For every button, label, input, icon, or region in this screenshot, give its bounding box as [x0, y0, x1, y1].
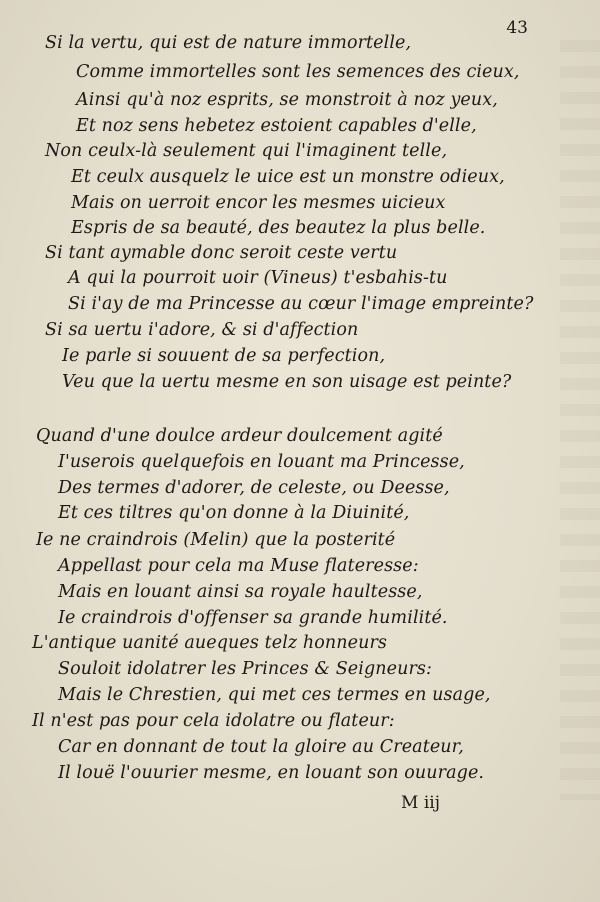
verse-line: I'userois quelquefois en louant ma Princesse, [58, 452, 465, 472]
verse-line: Et ces tiltres qu'on donne à la Diuinité, [58, 503, 410, 523]
verse-line: Ainsi qu'à noz esprits, se monstroit à noz yeux, [76, 90, 498, 110]
verse-line: Ie craindrois d'offenser sa grande humilité. [58, 608, 448, 628]
verse-line: Et ceulx ausquelz le uice est un monstre odieux, [71, 167, 505, 187]
show-through-shading [560, 40, 600, 800]
verse-line: Si sa uertu i'adore, & si d'affection [45, 320, 359, 340]
verse-line: Souloit idolatrer les Princes & Seigneurs: [58, 659, 432, 679]
page-number: 43 [506, 18, 528, 38]
verse-line: Et noz sens hebetez estoient capables d'elle, [76, 116, 477, 136]
verse-line: Mais en louant ainsi sa royale haultesse, [58, 582, 423, 602]
verse-line: Si la vertu, qui est de nature immortelle, [45, 33, 412, 53]
verse-line: Ie parle si souuent de sa perfection, [62, 346, 386, 366]
verse-line: Mais le Chrestien, qui met ces termes en usage, [58, 685, 491, 705]
verse-line: Des termes d'adorer, de celeste, ou Deesse, [58, 478, 450, 498]
verse-line: Espris de sa beauté, des beautez la plus belle. [71, 218, 486, 238]
verse-line: Veu que la uertu mesme en son uisage est peinte? [62, 372, 512, 392]
verse-line: Comme immortelles sont les semences des cieux, [76, 62, 520, 82]
signature-mark: M iij [401, 793, 440, 813]
verse-line: Quand d'une doulce ardeur doulcement agité [36, 426, 443, 446]
verse-line: Il n'est pas pour cela idolatre ou flateur: [32, 711, 395, 731]
verse-line: Appellast pour cela ma Muse flateresse: [58, 556, 419, 576]
verse-line: A qui la pourroit uoir (Vineus) t'esbahis-tu [68, 268, 448, 288]
verse-line: Il louë l'ouurier mesme, en louant son ouurage. [58, 763, 485, 783]
verse-line: Mais on uerroit encor les mesmes uicieux [71, 193, 446, 213]
verse-line: Non ceulx-là seulement qui l'imaginent telle, [45, 141, 448, 161]
verse-line: L'antique uanité aueques telz honneurs [32, 633, 388, 653]
verse-line: Si i'ay de ma Princesse au cœur l'image empreinte? [68, 294, 534, 314]
verse-line: Si tant aymable donc seroit ceste vertu [45, 243, 398, 263]
verse-line: Ie ne craindrois (Melin) que la posterité [36, 530, 396, 550]
verse-line: Car en donnant de tout la gloire au Createur, [58, 737, 464, 757]
